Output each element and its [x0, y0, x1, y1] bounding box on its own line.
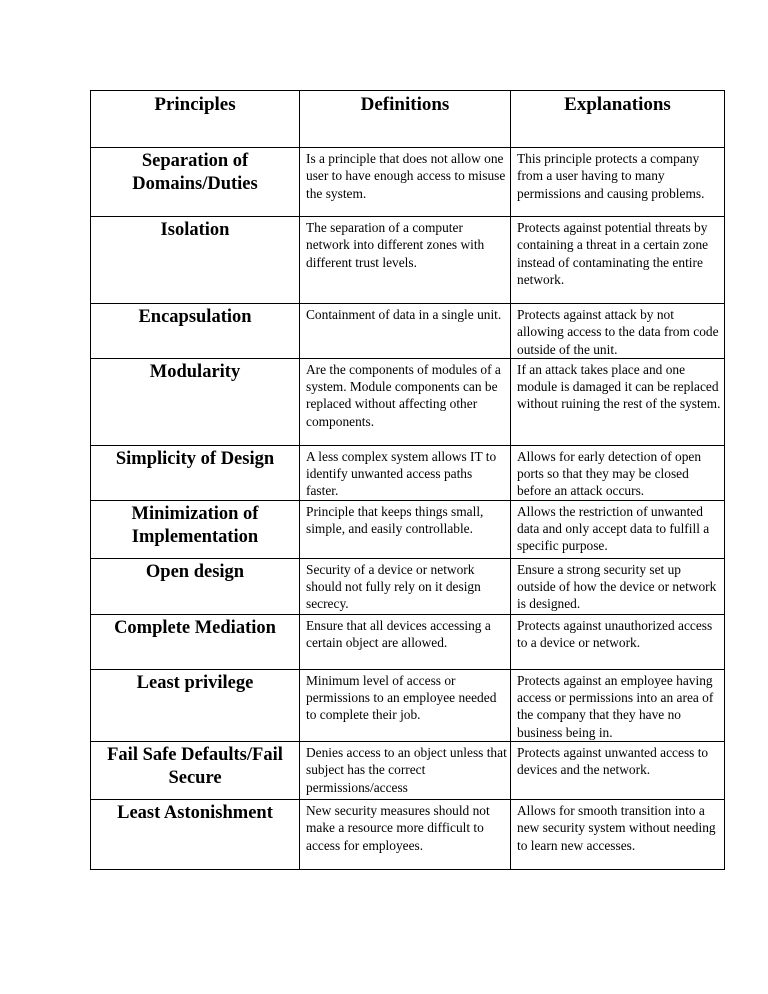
header-row: [91, 91, 725, 148]
explanation-cell: Allows for smooth transition into a new security system without needing to learn new accesses.: [511, 799, 725, 869]
explanation-cell: Protects against attack by not allowing access to the data from code outside of the unit.: [511, 304, 725, 359]
definition-cell: Are the components of modules of a system. Module components can be replaced without affecting other components.: [300, 358, 511, 445]
principle-cell: Modularity: [91, 358, 300, 445]
explanation-cell: If an attack takes place and one module is damaged it can be replaced without ruining the rest of the system.: [511, 358, 725, 445]
definition-cell: Ensure that all devices accessing a certain object are allowed.: [300, 614, 511, 669]
definition-cell: Principle that keeps things small, simple, and easily controllable.: [300, 500, 511, 558]
table-row: [91, 304, 725, 359]
principle-cell: Minimization of Implementation: [91, 500, 300, 558]
definition-cell: Containment of data in a single unit.: [300, 304, 511, 359]
definition-cell: The separation of a computer network into different zones with different trust levels.: [300, 217, 511, 304]
principles-table: [90, 90, 725, 870]
table-row: [91, 558, 725, 614]
principle-cell: Open design: [91, 558, 300, 614]
table-row: [91, 358, 725, 445]
table-row: [91, 445, 725, 500]
principle-cell: Fail Safe Defaults/Fail Secure: [91, 741, 300, 799]
principle-cell: Encapsulation: [91, 304, 300, 359]
explanation-cell: Ensure a strong security set up outside of how the device or network is designed.: [511, 558, 725, 614]
definition-cell: Denies access to an object unless that subject has the correct permissions/access: [300, 741, 511, 799]
header-definitions: Definitions: [300, 91, 511, 148]
table-row: [91, 741, 725, 799]
explanation-cell: Protects against unauthorized access to a device or network.: [511, 614, 725, 669]
explanation-cell: Protects against an employee having access or permissions into an area of the company that they have no business being in.: [511, 669, 725, 741]
definition-cell: Minimum level of access or permissions to an employee needed to complete their job.: [300, 669, 511, 741]
principle-cell: Simplicity of Design: [91, 445, 300, 500]
table-row: [91, 217, 725, 304]
explanation-cell: Protects against potential threats by containing a threat in a certain zone instead of contaminating the entire network.: [511, 217, 725, 304]
header-explanations: Explanations: [511, 91, 725, 148]
table-row: [91, 148, 725, 217]
explanation-cell: Protects against unwanted access to devices and the network.: [511, 741, 725, 799]
principle-cell: Isolation: [91, 217, 300, 304]
table-row: [91, 614, 725, 669]
explanation-cell: Allows the restriction of unwanted data and only accept data to fulfill a specific purpose.: [511, 500, 725, 558]
principle-cell: Complete Mediation: [91, 614, 300, 669]
principle-cell: Least privilege: [91, 669, 300, 741]
definition-cell: Is a principle that does not allow one user to have enough access to misuse the system.: [300, 148, 511, 217]
definition-cell: New security measures should not make a resource more difficult to access for employees.: [300, 799, 511, 869]
definition-cell: A less complex system allows IT to identify unwanted access paths faster.: [300, 445, 511, 500]
explanation-cell: Allows for early detection of open ports so that they may be closed before an attack occurs.: [511, 445, 725, 500]
header-principles: Principles: [91, 91, 300, 148]
principle-cell: Separation of Domains/Duties: [91, 148, 300, 217]
table-row: [91, 669, 725, 741]
definition-cell: Security of a device or network should not fully rely on it design secrecy.: [300, 558, 511, 614]
principle-cell: Least Astonishment: [91, 799, 300, 869]
explanation-cell: This principle protects a company from a user having to many permissions and causing problems.: [511, 148, 725, 217]
table-row: [91, 799, 725, 869]
table-row: [91, 500, 725, 558]
